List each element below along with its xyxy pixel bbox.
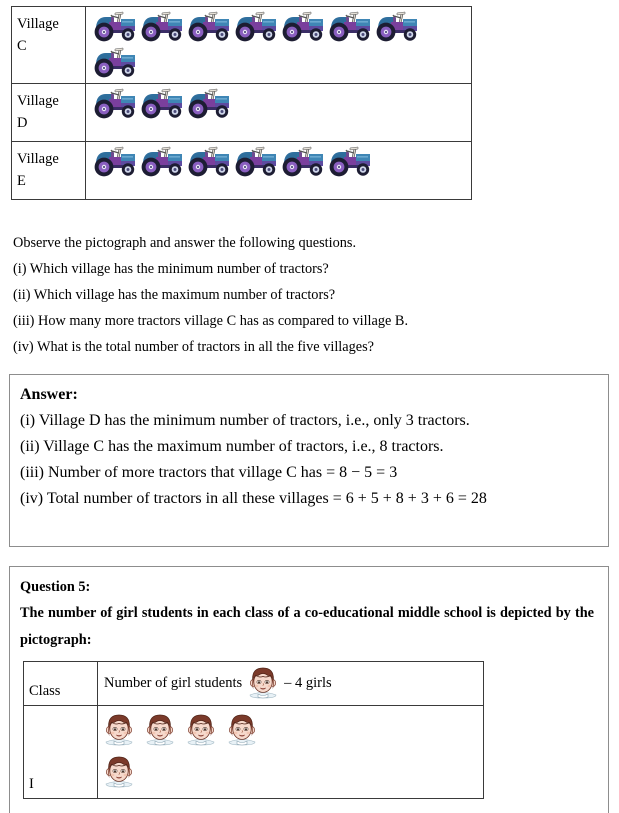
girl-icon xyxy=(186,712,216,746)
tractor-icon xyxy=(327,11,374,43)
question5-title: Question 5: xyxy=(20,579,91,595)
village-icons-cell xyxy=(86,84,472,142)
tractor-strip xyxy=(92,146,471,178)
class-header-label: Class xyxy=(24,662,98,706)
legend-value: – 4 girls xyxy=(284,674,332,691)
girl-icon xyxy=(227,712,257,746)
questions-area xyxy=(11,230,609,360)
tractor-icon xyxy=(139,88,186,120)
village-icons-cell xyxy=(86,7,472,84)
table-row xyxy=(12,7,472,84)
answer-box xyxy=(9,374,609,547)
tractor-icon xyxy=(374,11,421,43)
question5-inner xyxy=(10,567,608,806)
village-label-line: Village xyxy=(17,93,59,109)
tractor-icon xyxy=(92,47,139,79)
girl-icon xyxy=(104,712,134,746)
tractor-icon xyxy=(280,146,327,178)
village-label-line: D xyxy=(17,115,28,132)
tractor-strip xyxy=(92,88,471,120)
question5-heading xyxy=(18,574,608,654)
table-row xyxy=(24,706,484,799)
answer-box-inner xyxy=(10,375,608,519)
tractor-icon xyxy=(186,11,233,43)
girl-strip xyxy=(104,712,483,792)
question-item: (iv) What is the total number of tractors in all the five villages? xyxy=(13,339,375,355)
class-legend-cell xyxy=(98,662,484,706)
class-icons-cell xyxy=(98,706,484,799)
answer-item: (i) Village D has the minimum number of tractors, i.e., only 3 tractors. xyxy=(20,412,470,429)
legend-row xyxy=(104,666,483,700)
girl-icon xyxy=(248,665,278,699)
class-pictograph-table xyxy=(23,661,484,799)
tractor-icon xyxy=(139,11,186,43)
answer-item: (ii) Village C has the maximum number of tractors, i.e., 8 tractors. xyxy=(20,438,444,455)
question-item: (ii) Which village has the maximum number of tractors? xyxy=(13,287,336,303)
village-pictograph-table xyxy=(11,6,472,200)
questions-intro: Observe the pictograph and answer the following questions. xyxy=(13,235,357,251)
table-row xyxy=(12,141,472,199)
village-label-line: E xyxy=(17,173,26,190)
answer-heading: Answer: xyxy=(20,386,78,403)
legend-text: Number of girl students xyxy=(104,674,243,691)
tractor-icon xyxy=(139,146,186,178)
village-icons-cell xyxy=(86,141,472,199)
village-label-cell xyxy=(12,141,86,199)
village-label-cell xyxy=(12,7,86,84)
table-row xyxy=(24,662,484,706)
question5-box xyxy=(9,566,609,813)
class-row-label: I xyxy=(24,706,98,799)
tractor-icon xyxy=(92,146,139,178)
class-table-body xyxy=(24,662,484,799)
village-table-body xyxy=(12,7,472,200)
village-label-cell xyxy=(12,84,86,142)
tractor-icon xyxy=(280,11,327,43)
tractor-icon xyxy=(186,88,233,120)
girl-icon xyxy=(145,712,175,746)
tractor-icon xyxy=(233,146,280,178)
tractor-icon xyxy=(327,146,374,178)
girl-icon xyxy=(104,754,134,788)
question-item: (i) Which village has the minimum number of tractors? xyxy=(13,261,329,277)
village-label-line: Village xyxy=(17,16,59,32)
village-label-line: Village xyxy=(17,150,59,167)
question5-statement: The number of girl students in each class of a co-educational middle school is depicted by the pictograph: xyxy=(20,605,594,648)
tractor-icon xyxy=(233,11,280,43)
table-row xyxy=(12,84,472,142)
tractor-icon xyxy=(92,88,139,120)
answer-item: (iii) Number of more tractors that village C has = 8 − 5 = 3 xyxy=(20,464,398,481)
tractor-strip xyxy=(92,11,471,79)
tractor-icon xyxy=(186,146,233,178)
village-label-line: C xyxy=(17,38,27,55)
question-item: (iii) How many more tractors village C has as compared to village B. xyxy=(13,313,409,329)
answer-item: (iv) Total number of tractors in all these villages = 6 + 5 + 8 + 3 + 6 = 28 xyxy=(20,490,487,507)
tractor-icon xyxy=(92,11,139,43)
